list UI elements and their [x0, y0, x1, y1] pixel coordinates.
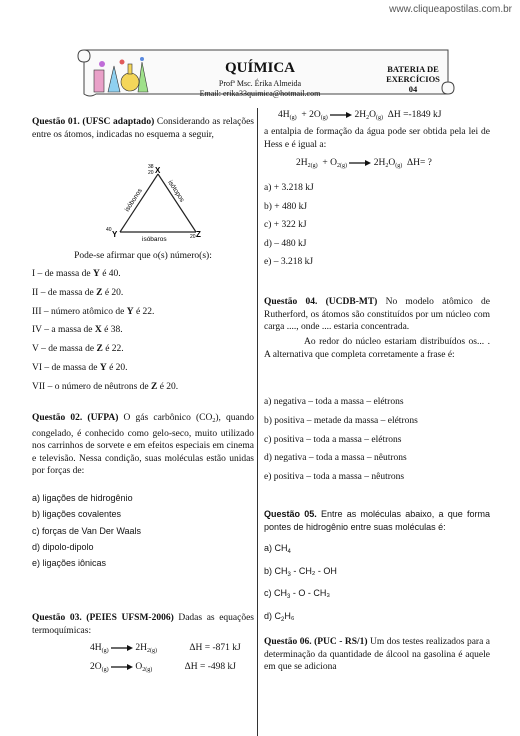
- eq1-product: 2H: [135, 643, 147, 653]
- eq2-reactant-sub: (g): [101, 667, 109, 673]
- q3-text2: a entalpia de formação da água pode ser obtida pela lei de Hess e é igual a:: [264, 127, 490, 150]
- answer-option: b) positiva – metade da massa – elétrons: [264, 415, 418, 426]
- chemistry-logo-icon: [92, 56, 150, 96]
- option-formula-sub: 3: [287, 594, 291, 601]
- q1-item-text: III – número atômico de: [32, 306, 127, 317]
- q5-text: Entre as moléculas abaixo, a que forma pontes de hidrogênio entre suas moléculas é:: [264, 509, 490, 532]
- q1-item-value: é 22.: [102, 344, 124, 355]
- q1-statement: [32, 116, 254, 141]
- q2-heading: Questão 02. (UFPA): [32, 413, 119, 423]
- isotope-triangle-diagram: [100, 160, 220, 244]
- q1-item-text: I – de massa de: [32, 269, 93, 279]
- q1-item-value: é 40.: [99, 269, 121, 279]
- eq4-reactant-a: 2H: [296, 158, 308, 168]
- exercise-set-label: [378, 64, 448, 94]
- q1-item: [32, 324, 254, 337]
- answer-option: a) negativa – toda a massa – elétrons: [264, 397, 404, 407]
- reaction-arrow-icon: [349, 159, 371, 167]
- eq4-reactant-b-sub: 2(g): [336, 163, 347, 169]
- option-formula-rest: - CH₂ - OH: [290, 565, 337, 576]
- author-name: Profª Msc. Érika Almeida: [218, 79, 302, 88]
- q3-equation-4: [296, 158, 432, 169]
- q5-statement: [264, 508, 490, 534]
- q1-heading: Questão 01. (UFSC adaptado): [32, 117, 155, 127]
- q3-options: [264, 182, 490, 275]
- answer-option: [264, 610, 490, 627]
- q1-item: [32, 287, 254, 300]
- q1-item-text: VI – de massa de: [32, 362, 100, 373]
- q4-text: No modelo atômico de Rutherford, os átomos são constituídos por um núcleo com carga ...., onde .... estaria concentrada.: [264, 297, 490, 332]
- eq3-reactant-b-sub: (g): [320, 115, 328, 121]
- answer-option: [264, 587, 490, 604]
- answer-option: e) ligações iônicas: [32, 558, 107, 569]
- option-formula: d) C: [264, 611, 282, 622]
- reaction-arrow-icon: [330, 111, 352, 119]
- q2-text-b: ), quando congelado, é conhecido como gelo-seco, muito utilizado nos carrinhos de sorvete e em efeitos especiais em cinema e televisão. Nessa condição, suas moléculas estão unidas por forças de:: [32, 413, 255, 476]
- q6-heading: Questão 06. (PUC - RS/1): [264, 637, 368, 647]
- answer-option: [264, 542, 490, 559]
- answer-option: e) – 3.218 kJ: [264, 257, 314, 267]
- eq3-product-o-sub: (g): [375, 115, 383, 121]
- answer-option: a) ligações de hidrogênio: [32, 493, 133, 503]
- eq1-product-sub: 2(g): [147, 648, 157, 654]
- eq4-product-o-sub: (g): [395, 163, 403, 169]
- author-email: Email: erika33quimica@hotmail.com: [199, 89, 321, 98]
- answer-option: c) + 322 kJ: [264, 220, 307, 230]
- page-title: QUÍMICA: [225, 60, 295, 76]
- q4-statement: [264, 296, 490, 334]
- eq2-enthalpy: ΔH = -498 kJ: [184, 662, 236, 672]
- eq3-enthalpy: ΔH =-1849 kJ: [387, 110, 442, 120]
- q1-item-value: é 20.: [102, 287, 124, 298]
- q1-item-value: é 38.: [101, 325, 123, 336]
- q1-item-value: é 22.: [133, 306, 155, 317]
- bateria-line2: EXERCÍCIOS: [386, 74, 440, 84]
- q1-item: [32, 306, 254, 319]
- q1-items: [32, 268, 254, 400]
- answer-option: b) + 480 kJ: [264, 201, 308, 212]
- option-formula: c) CH: [264, 588, 287, 599]
- right-side-label: isótopos: [166, 179, 186, 204]
- q2-text-a: O gás carbônico (CO: [123, 413, 213, 423]
- eq4-reactant-b: + O: [322, 158, 337, 168]
- option-formula-rest: - O - CH₃: [290, 588, 331, 599]
- q3-equation-2: [90, 662, 236, 673]
- option-formula: b) CH: [264, 565, 288, 576]
- q1-item-element: Y: [126, 306, 134, 317]
- answer-option: e) positiva – toda a massa – nêutrons: [264, 472, 405, 483]
- y-mass-number: 40: [106, 227, 112, 233]
- site-url: www.cliqueapostilas.com.br: [389, 4, 512, 15]
- bottom-side-label: isóbaros: [142, 236, 167, 243]
- eq3-reactant-b: + 2O: [301, 110, 321, 120]
- q5-options: [264, 542, 490, 633]
- eq3-reactant-a: 4H: [278, 110, 290, 120]
- bateria-number: 04: [408, 84, 418, 94]
- eq1-reactant-sub: (g): [101, 648, 109, 654]
- q1-item-text: VII – o número de nêutrons de: [32, 381, 151, 392]
- q1-item-element: Y: [92, 269, 100, 279]
- option-formula: a) CH: [264, 543, 288, 553]
- q1-item-element: Z: [150, 381, 158, 392]
- q3-text: Dadas as equações termoquímicas:: [32, 613, 255, 636]
- q3-equation-1: [90, 643, 241, 654]
- answer-option: [264, 565, 490, 582]
- eq2-product: O: [135, 662, 143, 672]
- x-label: X: [155, 166, 161, 175]
- q1-item-element: Y: [99, 362, 107, 373]
- q1-item-element: X: [94, 325, 102, 336]
- eq4-product-o: O: [388, 158, 396, 168]
- eq4-enthalpy: ΔH= ?: [406, 158, 432, 168]
- q3-equation-3: [278, 110, 441, 121]
- q1-item: [32, 268, 254, 281]
- eq3-product-h: 2H: [354, 110, 367, 120]
- q4-text2: Ao redor do núcleo estariam distribuídos os... . A alternativa que completa corretamente a frase é:: [264, 337, 490, 360]
- option-formula-sub: 4: [287, 549, 291, 555]
- answer-option: a) + 3.218 kJ: [264, 183, 314, 193]
- q1-item-value: é 20.: [106, 362, 128, 373]
- q2-statement: [32, 412, 254, 478]
- q1-text: Considerando as relações entre os átomos, indicadas no esquema a seguir,: [32, 117, 254, 140]
- option-formula-sub: 3: [287, 571, 291, 578]
- q1-item-text: V – de massa de: [32, 344, 97, 355]
- eq2-product-sub: 2(g): [142, 667, 153, 673]
- q3-statement: [32, 612, 254, 637]
- x-mass-number: 38: [148, 164, 154, 170]
- eq4-reactant-a-sub: 2(g): [307, 163, 318, 169]
- eq1-reactant: 4H: [90, 643, 102, 653]
- eq4-product-h-sub: 2: [385, 163, 389, 169]
- reaction-arrow-icon: [111, 663, 133, 671]
- left-side-label: isóbonos: [123, 187, 144, 214]
- column-divider: [257, 108, 258, 736]
- answer-option: d) dipolo-dipolo: [32, 541, 94, 552]
- q1-item-element: Z: [96, 344, 103, 355]
- q3-heading: Questão 03. (PEIES UFSM-2006): [32, 613, 174, 623]
- q1-item: [32, 381, 254, 394]
- y-label: Y: [112, 230, 118, 239]
- z-label: Z: [196, 230, 201, 239]
- reaction-arrow-icon: [111, 644, 133, 652]
- q1-item-value: é 20.: [157, 381, 179, 392]
- q5-heading: Questão 05.: [264, 509, 317, 519]
- q2-text-sub: 2: [212, 418, 216, 424]
- q2-options: [32, 492, 254, 573]
- eq4-product-h: 2H: [373, 158, 386, 168]
- q1-item-text: IV – a massa de: [32, 325, 95, 336]
- eq3-product-h-sub: 2: [366, 115, 370, 121]
- q6-statement: [264, 636, 490, 674]
- eq3-reactant-a-sub: (g): [289, 115, 297, 121]
- q4-options: [264, 396, 490, 490]
- option-formula-sub: 2: [281, 617, 285, 624]
- option-formula-rest: H₆: [284, 611, 295, 622]
- bateria-line1: BATERIA DE: [387, 64, 439, 74]
- answer-option: c) forças de Van Der Waals: [32, 525, 142, 536]
- q1-item-element: Z: [96, 287, 103, 298]
- eq3-product-o: O: [369, 110, 376, 120]
- answer-option: d) negativa – toda a massa – nêutrons: [264, 453, 407, 464]
- q1-item-text: II – de massa de: [32, 287, 97, 298]
- eq2-reactant: 2O: [90, 662, 102, 672]
- q1-item: [32, 362, 254, 375]
- x-atomic-number: 20: [148, 170, 154, 176]
- q1-prompt: Pode-se afirmar que o(s) número(s):: [74, 251, 212, 261]
- eq1-enthalpy: ΔH = -871 kJ: [189, 643, 241, 653]
- z-atomic-number: 20: [190, 234, 196, 240]
- q6-text: Um dos testes realizados para a determinação da quantidade de álcool na gasolina é aquele em que se adiciona: [264, 637, 490, 672]
- q4-heading: Questão 04. (UCDB-MT): [264, 297, 378, 307]
- answer-option: c) positiva – toda a massa – elétrons: [264, 434, 402, 445]
- answer-option: d) – 480 kJ: [264, 238, 307, 249]
- q1-item: [32, 343, 254, 356]
- answer-option: b) ligações covalentes: [32, 509, 122, 520]
